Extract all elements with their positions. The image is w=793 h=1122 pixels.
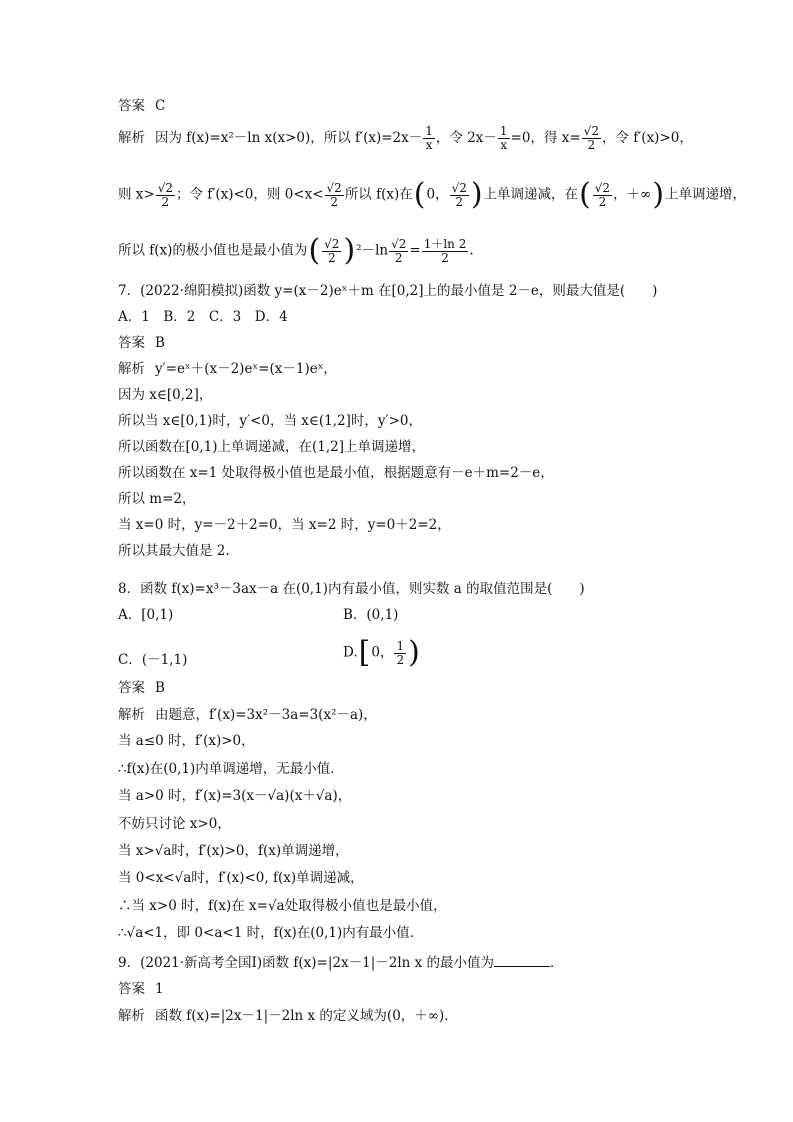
answer-value: B	[155, 680, 165, 696]
text: =0，得 x=	[510, 130, 581, 146]
q7-analysis-line-7: 当 x=0 时，y=－2＋2=0，当 x=2 时，y=0＋2=2，	[118, 517, 451, 533]
answer-value: B	[155, 335, 165, 351]
text: y′=eˣ＋(x－2)eˣ=(x－1)eˣ，	[155, 361, 337, 377]
text: ．	[550, 955, 564, 971]
text: 9．(2021·新高考全国Ⅰ)函数 f(x)=|2x－1|－2ln x 的最小值为	[118, 955, 495, 971]
q8-analysis-line-8: ∴当 x>0 时，f(x)在 x=√a处取得极小值也是最小值，	[118, 898, 447, 914]
q9-analysis-line-1	[118, 1007, 458, 1025]
q7-analysis-line-6: 所以 m=2，	[118, 491, 196, 507]
q8-analysis-line-2: 当 a≤0 时，f′(x)>0，	[118, 733, 255, 749]
fraction: $\frac{1}{2}$	[396, 638, 405, 667]
q7-analysis-line-5: 所以函数在 x=1 处取得极小值也是最小值，根据题意有－e＋m=2－e，	[118, 465, 554, 481]
q8-option-d	[343, 635, 421, 670]
text: .	[469, 242, 474, 259]
text: ²－ln	[356, 242, 389, 259]
fraction: $\frac{√2}{2}$	[391, 236, 407, 265]
q8-analysis-line-1	[118, 706, 377, 724]
fraction: $\frac{1}{x}$	[425, 124, 433, 152]
answer-value: C	[155, 98, 166, 114]
right-paren-icon: )	[343, 233, 356, 268]
answer-label: 答案	[118, 335, 145, 351]
q7-stem: 7．(2022·绵阳模拟)函数 y=(x－2)eˣ＋m 在[0,2]上的最小值是 2－e，则最大值是( )	[118, 283, 658, 299]
q6-analysis-line-2	[118, 177, 747, 212]
text: 上单调递减，在	[483, 186, 579, 203]
fraction: $\frac{1}{x}$	[499, 124, 508, 152]
analysis-label: 解析	[118, 361, 145, 377]
text: D.	[343, 644, 358, 661]
right-paren-icon: )	[652, 177, 665, 212]
text: 函数 f(x)=|2x－1|－2ln x 的定义域为(0，＋∞)．	[155, 1008, 458, 1024]
text: ，＋∞	[613, 186, 652, 203]
q6-answer-line	[118, 97, 165, 115]
answer-label: 答案	[118, 98, 145, 114]
q7-analysis-line-3: 所以当 x∈[0,1)时，y′<0，当 x∈(1,2]时，y′>0，	[118, 413, 422, 429]
text: =	[409, 242, 421, 259]
analysis-label: 解析	[118, 130, 145, 146]
right-paren-icon: )	[408, 635, 420, 670]
fraction: $\frac{√2}{2}$	[157, 180, 173, 209]
text: 所以 f(x)的极小值也是最小值为	[118, 242, 308, 259]
text: 所以 f(x)在	[344, 186, 413, 203]
q8-analysis-line-7: 当 0<x<√a时，f′(x)<0, f(x)单调递减，	[118, 870, 364, 886]
text: 因为 f(x)=x²－ln x(x>0)，所以 f′(x)=2x－	[155, 130, 423, 146]
left-paren-icon: [	[358, 635, 371, 670]
text: 0，	[371, 644, 394, 661]
q9-answer-line	[118, 980, 164, 998]
q8-answer-line	[118, 679, 165, 697]
q8-stem: 8．函数 f(x)=x³－3ax－a 在(0,1)内有最小值，则实数 a 的取值范围是( )	[118, 581, 585, 597]
q8-option-c: C．(－1,1)	[118, 652, 188, 668]
q6-analysis-line-3	[118, 233, 474, 268]
q8-analysis-line-6: 当 x>√a时，f′(x)>0，f(x)单调递增，	[118, 843, 349, 859]
answer-blank	[494, 954, 550, 967]
fraction: $\frac{√2}{2}$	[583, 124, 599, 152]
left-paren-icon: (	[579, 177, 591, 212]
left-paren-icon: (	[413, 177, 426, 212]
fraction: $\frac{√2}{2}$	[594, 180, 611, 209]
fraction: $\frac{1+\ln 2}{2}$	[423, 236, 467, 265]
answer-label: 答案	[118, 680, 145, 696]
q8-option-a: A．[0,1)	[118, 607, 174, 623]
q7-analysis-line-1	[118, 360, 337, 378]
q7-analysis-line-8: 所以其最大值是 2.	[118, 543, 230, 559]
text: ；令 f′(x)<0，则 0<x<	[176, 186, 324, 203]
text: 由题意，f′(x)=3x²－3a=3(x²－a)，	[155, 707, 377, 723]
text: ，令 f′(x)>0，	[601, 130, 693, 146]
fraction: $\frac{√2}{2}$	[326, 180, 342, 209]
q7-analysis-line-4: 所以函数在[0,1)上单调递减，在(1,2]上单调递增，	[118, 439, 426, 455]
analysis-label: 解析	[118, 707, 145, 723]
text: 上单调递增，	[665, 186, 747, 203]
answer-label: 答案	[118, 981, 145, 997]
q8-analysis-line-5: 不妨只讨论 x>0，	[118, 816, 231, 832]
text: 则 x>	[118, 186, 155, 203]
answer-value: 1	[155, 981, 164, 997]
q9-stem	[118, 954, 564, 972]
q8-analysis-line-9: ∴√a<1，即 0<a<1 时，f(x)在(0,1)内有最小值．	[118, 925, 424, 941]
q6-analysis-line-1	[118, 125, 693, 152]
text: ，令 2x－	[435, 130, 497, 146]
text: 0，	[426, 186, 449, 203]
right-paren-icon: )	[470, 177, 483, 212]
q7-analysis-line-2: 因为 x∈[0,2]，	[118, 387, 213, 403]
q7-answer-line	[118, 334, 165, 352]
q8-analysis-line-3: ∴f(x)在(0,1)内单调递增，无最小值．	[118, 761, 344, 777]
fraction: $\frac{√2}{2}$	[324, 236, 340, 265]
q8-option-b: B．(0,1)	[343, 607, 399, 623]
q7-options: A．1 B．2 C．3 D．4	[118, 309, 288, 325]
fraction: $\frac{√2}{2}$	[451, 180, 467, 209]
left-paren-icon: (	[308, 233, 321, 268]
q8-analysis-line-4: 当 a>0 时，f′(x)=3(x－√a)(x＋√a)，	[118, 788, 352, 804]
analysis-label: 解析	[118, 1008, 145, 1024]
